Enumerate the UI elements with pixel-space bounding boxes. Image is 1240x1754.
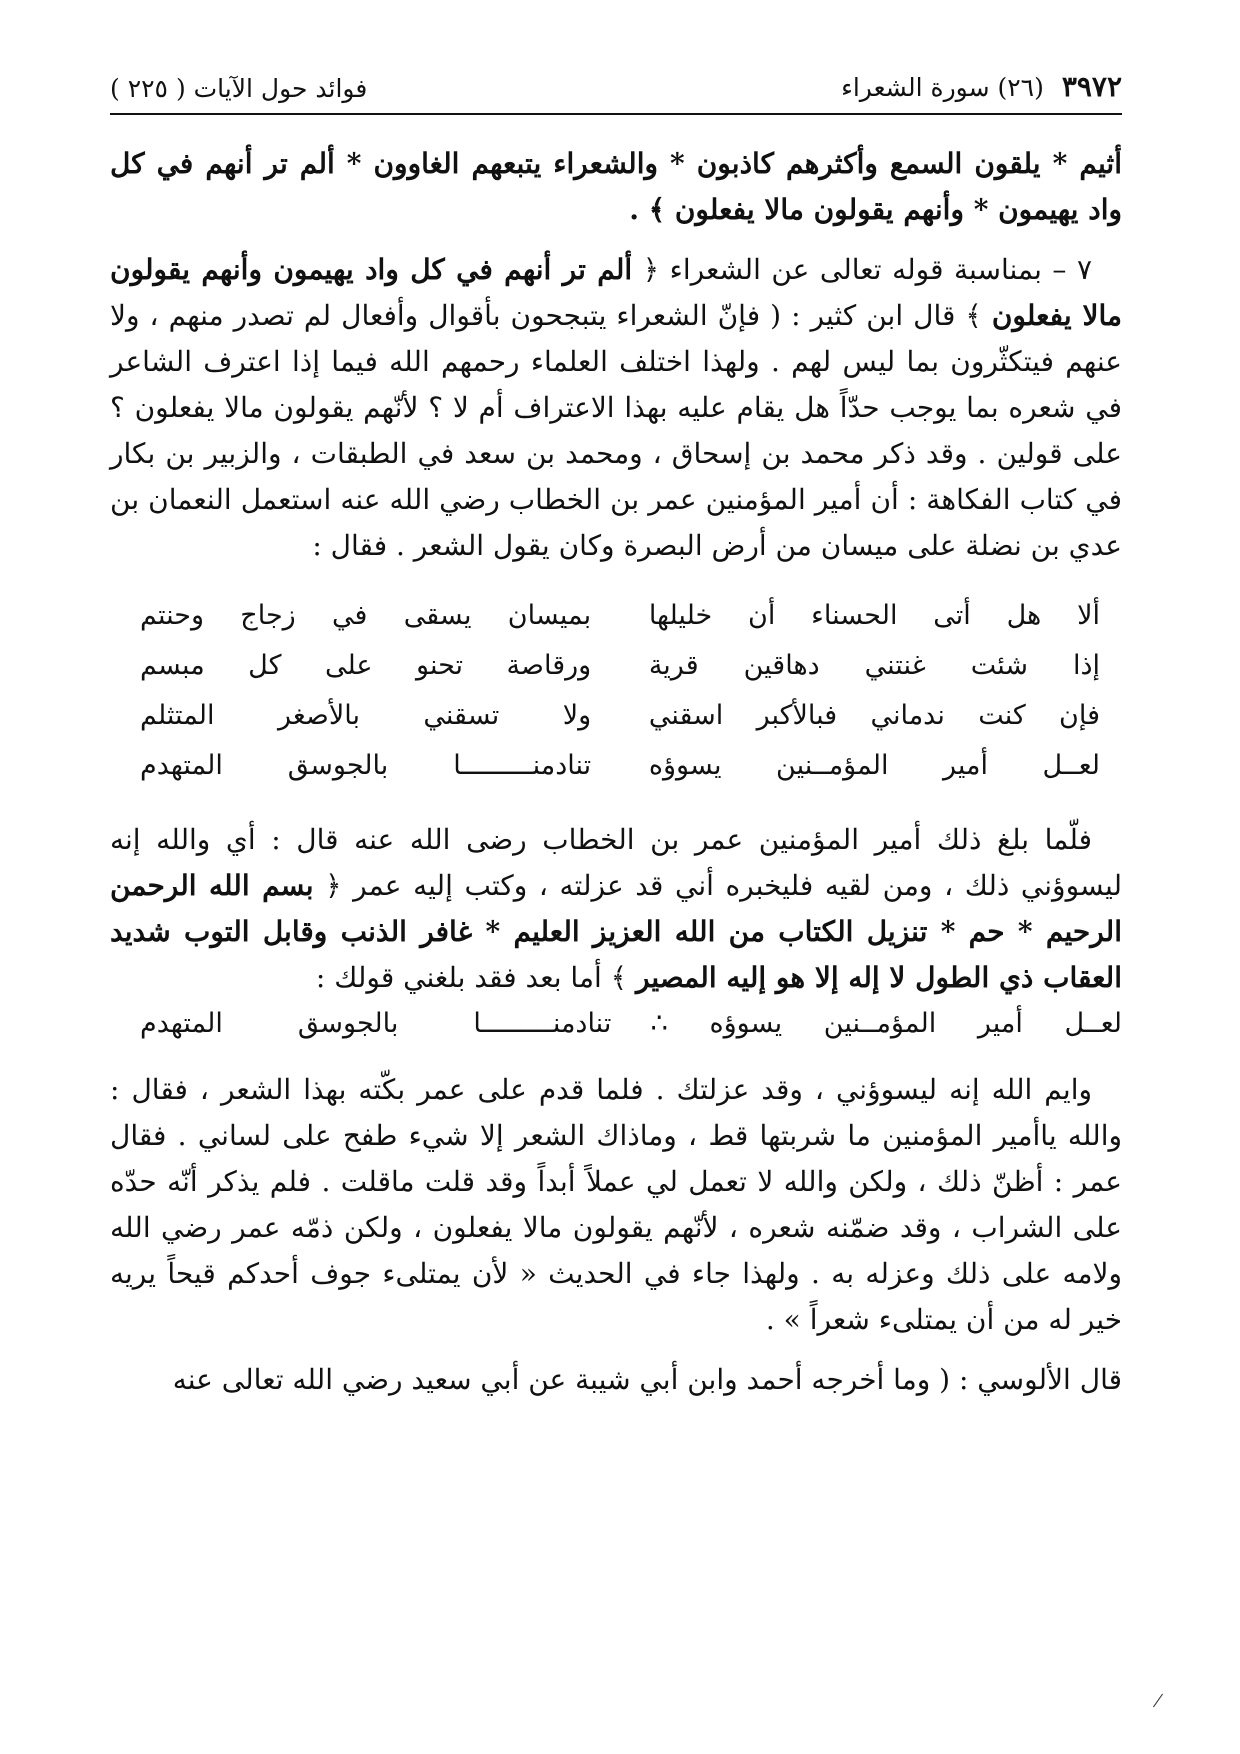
quran-quote: بسم الله الرحمن الرحيم * حم * تنزيل الكتاب من الله العزيز العليم * غافر الذنب وقابل التوب شديد العقاب ذي الطول لا إله إلا هو إليه المصير [110, 869, 1122, 994]
running-header [110, 70, 1122, 115]
poem-verse [110, 741, 1122, 791]
ibn-kathir-paragraph [110, 247, 1122, 569]
poem-verse [110, 641, 1122, 691]
poem-verse [110, 691, 1122, 741]
poem-verse [110, 591, 1122, 641]
para3-intro: فلّما بلغ ذلك أمير المؤمنين عمر بن الخطاب رضى الله عنه قال : أي والله إنه ليسوؤني ذلك ، ومن لقيه فليخبره أني قد عزلته ، وكتب إليه عمر ﴿ [110, 823, 1122, 902]
hemistich-second: ولا تسقني بالأصغر المتثلم [140, 700, 592, 731]
para2-intro: ٧ – بمناسبة قوله تعالى عن الشعراء ﴿ [632, 253, 1092, 286]
hemistich-first: لعــل أمير المؤمــنين يسوؤه ∴ [650, 1008, 1122, 1039]
surah-title: (٢٦) سورة الشعراء [841, 73, 1044, 102]
scan-mark [1153, 1694, 1163, 1708]
verse-continuation-paragraph: أثيم * يلقون السمع وأكثرهم كاذبون * والشعراء يتبعهم الغاوون * ألم تر أنهم في كل واد يهيمون * وأنهم يقولون مالا يفعلون ﴾ . [110, 147, 1122, 226]
hemistich-first: لعــل أمير المؤمــنين يسوؤه [648, 750, 1100, 781]
hemistich-second: تنادمنـــــــــا بالجوسق المتهدم [140, 1008, 612, 1039]
hemistich-second: تنادمنـــــــــا بالجوسق المتهدم [140, 750, 592, 781]
para3-rest: ﴾ أما بعد فقد بلغني قولك : [315, 961, 636, 994]
hemistich-second: ورقاصة تحنو على كل مبسم [140, 650, 592, 681]
para2-rest: ﴾ قال ابن كثير : ( فإنّ الشعراء يتبجحون بأقوال وأفعال لم تصدر منهم ، ولا عنهم فيتكثّرون بما ليس لهم . ولهذا اختلف العلماء رحمهم الله فيما إذا اعترف الشاعر في شعره بما يوجب حدّاً هل يقام عليه بهذا الاعتراف أم لا ؟ لأنّهم يقولون مالا يفعلون ؟ على قولين . وقد ذكر محمد بن إسحاق ، ومحمد بن سعد في الطبقات ، والزبير بن بكار في كتاب الفكاهة : أن أمير المؤمنين عمر بن الخطاب رضي الله عنه استعمل النعمان بن عدي بن نضلة على ميسان من أرض البصرة وكان يقول الشعر . فقال : [110, 299, 1122, 562]
hemistich-first: فإن كنت ندماني فبالأكبر اسقني [648, 700, 1100, 731]
quoted-verse [110, 1001, 1122, 1047]
hemistich-second: بميسان يسقى في زجاج وحنتم [140, 600, 592, 631]
dismissal-paragraph: وايم الله إنه ليسوؤني ، وقد عزلتك . فلما قدم على عمر بكّته بهذا الشعر ، فقال : والله ياأمير المؤمنين ما شربتها قط ، وماذاك الشعر إلا شيء طفح على لساني . فقال عمر : أظنّ ذلك ، ولكن والله لا تعمل لي عملاً أبداً وقد قلت ماقلت . فلم يذكر أنّه حدّه على الشراب ، وقد ضمّنه شعره ، لأنّهم يقولون مالا يفعلون ، ولكن ذمّه عمر رضي الله ولامه على ذلك وعزله به . ولهذا جاء في الحديث « لأن يمتلىء جوف أحدكم قيحاً يريه خير له من أن يمتلىء شعراً » . [110, 1073, 1123, 1336]
quran-quote: ألم تر أنهم في كل واد يهيمون وأنهم يقولون مالا يفعلون [110, 253, 1122, 332]
section-title: فوائد حول الآيات ( ٢٢٥ ) [110, 74, 368, 103]
alusi-paragraph: قال الألوسي : ( وما أخرجه أحمد وابن أبي شيبة عن أبي سعيد رضي الله تعالى عنه [172, 1363, 1122, 1396]
hemistich-first: إذا شئت غنتني دهاقين قرية [648, 650, 1100, 681]
header-right [841, 70, 1122, 103]
hemistich-first: ألا هل أتى الحسناء أن خليلها [648, 600, 1100, 631]
page-number: ٣٩٧٢ [1061, 70, 1122, 103]
poem [110, 591, 1122, 791]
umar-letter-paragraph [110, 817, 1122, 1001]
